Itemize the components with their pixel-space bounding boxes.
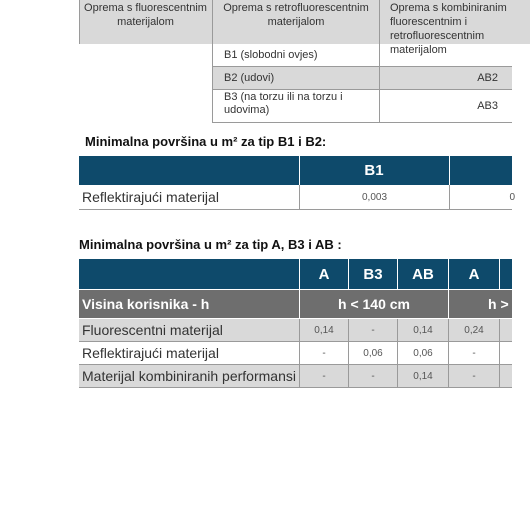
value-cell: 0,14 bbox=[413, 370, 433, 382]
col-b3-header: B3 bbox=[349, 259, 397, 289]
col-b1-header: B1 bbox=[300, 156, 448, 185]
value-cell: - bbox=[371, 324, 375, 336]
height-group-over: h > bbox=[449, 290, 512, 318]
row-b2-middle: B2 (udovi) bbox=[213, 67, 379, 89]
value-cell: 0,06 bbox=[413, 347, 433, 359]
section1-title: Minimalna površina u m² za tip B1 i B2: bbox=[85, 134, 327, 149]
header-combined: Oprema s kombiniranim fluorescentnim i retrofluorescentnim materijalom bbox=[380, 0, 530, 44]
row-b3-right: AB3 bbox=[477, 100, 498, 112]
value-cell: 0,06 bbox=[363, 347, 383, 359]
row-combined-label: Materijal kombiniranih performansi bbox=[82, 368, 296, 384]
value-cell: - bbox=[472, 370, 476, 382]
header-fluorescent: Oprema s fluorescentnim materijalom bbox=[79, 0, 212, 44]
value-cell: - bbox=[371, 370, 375, 382]
value-b1-reflective: 0,003 bbox=[361, 191, 388, 203]
value-cell: - bbox=[322, 370, 326, 382]
row-b3-middle: B3 (na torzu ili na torzu i udovima) bbox=[224, 91, 343, 116]
value-b2-reflective: 0 bbox=[509, 191, 515, 203]
section2-title: Minimalna površina u m² za tip A, B3 i AB : bbox=[79, 237, 342, 252]
value-cell: 0,14 bbox=[314, 324, 334, 336]
height-label: Visina korisnika - h bbox=[79, 290, 299, 318]
row-b1-middle: B1 (slobodni ovjes) bbox=[224, 49, 318, 61]
col-a2-header: A bbox=[449, 259, 499, 289]
row-reflective-label: Reflektirajući materijal bbox=[82, 189, 219, 205]
col-a-header: A bbox=[300, 259, 348, 289]
header-retrofluorescent: Oprema s retrofluorescentnim materijalom bbox=[213, 0, 379, 44]
height-group-under-140: h < 140 cm bbox=[300, 290, 448, 318]
col-ab-header: AB bbox=[398, 259, 448, 289]
value-cell: - bbox=[322, 347, 326, 359]
value-cell: 0,14 bbox=[413, 324, 433, 336]
value-cell: - bbox=[472, 347, 476, 359]
row-reflective-label-2: Reflektirajući materijal bbox=[82, 345, 219, 361]
row-fluorescent-label: Fluorescentni materijal bbox=[82, 322, 223, 338]
row-b2-right: AB2 bbox=[380, 67, 512, 89]
value-cell: 0,24 bbox=[464, 324, 484, 336]
